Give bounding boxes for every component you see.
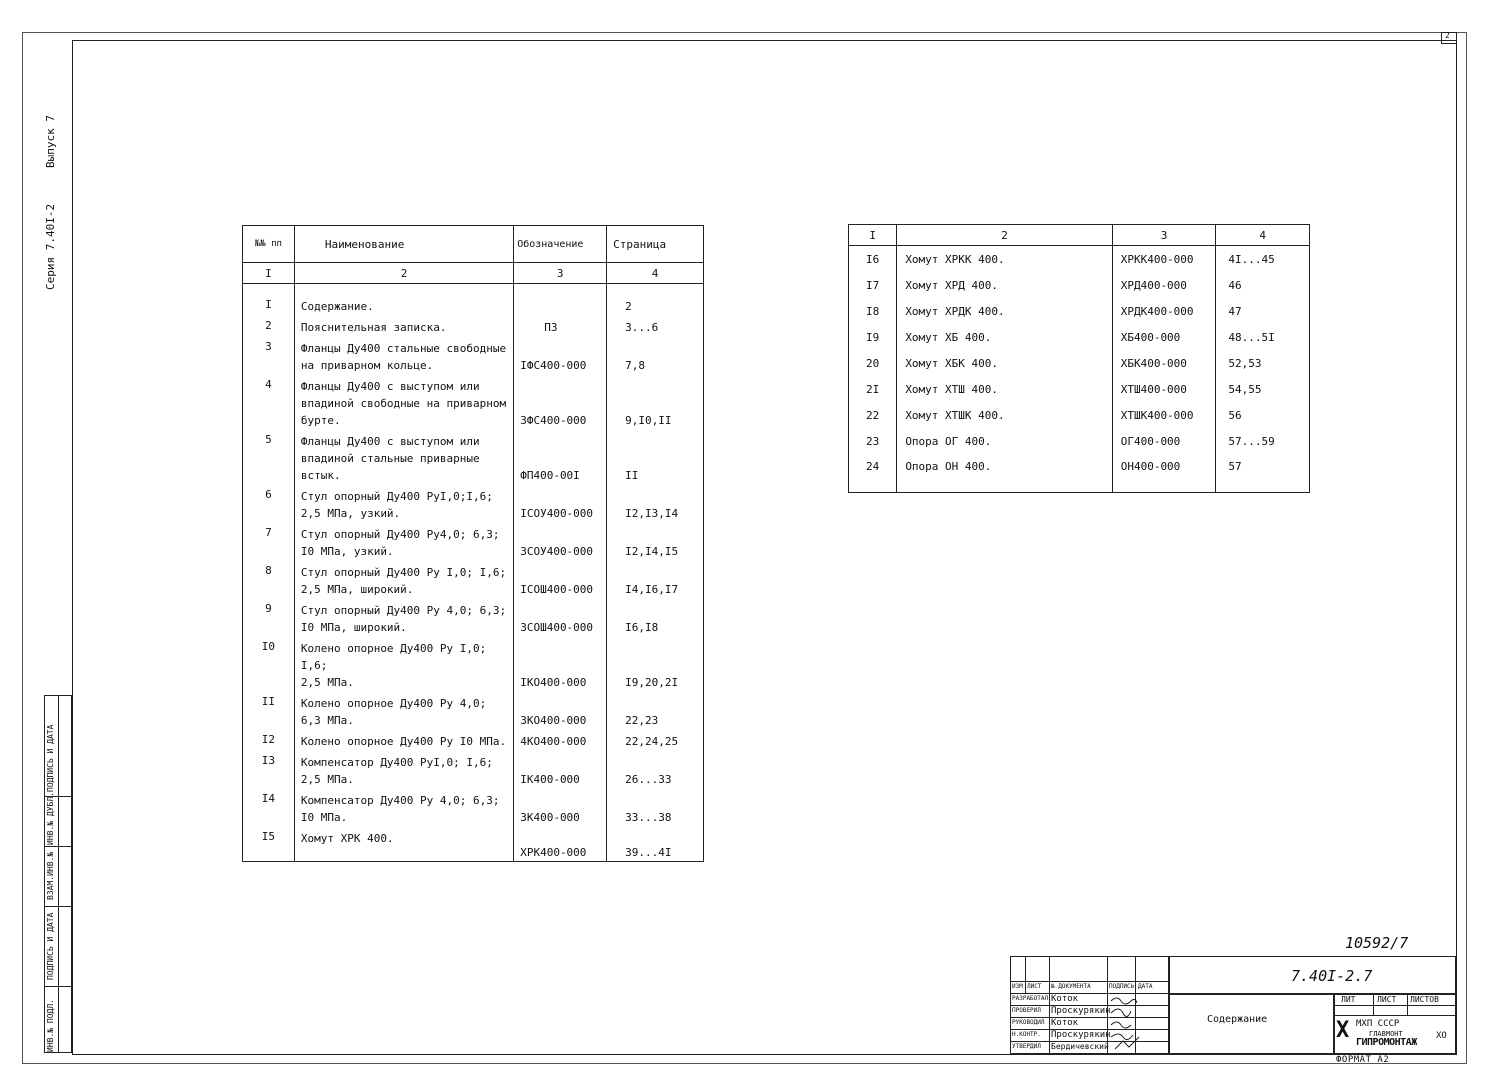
stage-label-list: ЛИСТ xyxy=(1377,995,1397,1004)
row-name-line: 6,3 МПа. xyxy=(300,714,354,727)
tb-header-doc: № ДОКУМЕНТА xyxy=(1051,983,1091,990)
row-name: Хомут ХТШК 400. xyxy=(897,402,1112,428)
row-name-line: Стул опорный Ду400 Ру 4,0; 6,3; xyxy=(300,604,507,617)
row-code: IСОШ400-000 xyxy=(514,560,607,598)
table-row xyxy=(849,246,1310,273)
org-name: ГЛАВМОНТ xyxy=(1369,1030,1403,1038)
table-row xyxy=(849,298,1310,324)
row-name: Хомут ХРДК 400. xyxy=(897,298,1112,324)
row-name-line: 2,5 МПа, широкий. xyxy=(300,583,414,596)
row-name-line: на приварном кольце. xyxy=(300,359,434,372)
org-suffix: ХО xyxy=(1436,1031,1447,1041)
stamp-label-4: ПОДПИСЬ И ДАТА xyxy=(46,724,55,792)
series-label: Серия 7.40I-2 xyxy=(44,203,57,290)
row-name-line: Колено опорное Ду400 Ру 4,0; xyxy=(300,697,487,710)
row-name-line: Хомут ХРК 400. xyxy=(300,832,394,845)
row-code: IКО400-000 xyxy=(514,636,607,691)
row-page: 39...4I xyxy=(607,826,704,862)
row-name xyxy=(294,315,513,336)
document-title: Содержание xyxy=(1207,1014,1268,1025)
table-row xyxy=(849,428,1310,454)
table-row xyxy=(243,636,704,691)
row-name-line: I0 МПа. xyxy=(300,811,348,824)
row-page: 4I...45 xyxy=(1216,246,1310,273)
header-number: №№ пп xyxy=(243,226,295,263)
row-name xyxy=(294,522,513,560)
inventory-number: 10592/7 xyxy=(1345,934,1409,952)
row-name-line: Компенсатор Ду400 РуI,0; I,6; xyxy=(300,756,493,769)
row-number: I5 xyxy=(243,826,295,862)
tb-role-3: Н.КОНТР. xyxy=(1012,1031,1041,1038)
row-name-line: бурте. xyxy=(300,414,341,427)
row-name: Хомут ХРКК 400. xyxy=(897,246,1112,273)
row-name-line: впадиной свободные на приварном xyxy=(300,397,507,410)
row-name-line: Фланцы Ду400 с выступом или xyxy=(300,435,480,448)
row-name-line: Компенсатор Ду400 Ру 4,0; 6,3; xyxy=(300,794,500,807)
row-code: IСОУ400-000 xyxy=(514,484,607,522)
row-code: ХБ400-000 xyxy=(1112,324,1216,350)
row-name: Хомут ХБ 400. xyxy=(897,324,1112,350)
table-row xyxy=(243,560,704,598)
row-name xyxy=(294,374,513,429)
row-name-line: I0 МПа, узкий. xyxy=(300,545,394,558)
row-name xyxy=(294,484,513,522)
row-number: I2 xyxy=(243,729,295,750)
r-colnum-1: I xyxy=(849,225,897,246)
row-code: 4КО400-000 xyxy=(514,729,607,750)
row-number: 7 xyxy=(243,522,295,560)
row-code: ХБК400-000 xyxy=(1112,350,1216,376)
row-number: I7 xyxy=(849,272,897,298)
colnum-1: I xyxy=(243,263,295,284)
row-page: 56 xyxy=(1216,402,1310,428)
row-number: I0 xyxy=(243,636,295,691)
row-number: I4 xyxy=(243,788,295,826)
row-page: 47 xyxy=(1216,298,1310,324)
row-name: Хомут ХБК 400. xyxy=(897,350,1112,376)
tb-header-list: ЛИСТ xyxy=(1027,983,1042,990)
table-row xyxy=(243,429,704,484)
row-number: 2 xyxy=(243,315,295,336)
row-page: II xyxy=(607,429,704,484)
header-name: Наименование xyxy=(294,226,513,263)
row-number: I xyxy=(243,284,295,316)
row-code: ХТШ400-000 xyxy=(1112,376,1216,402)
row-page: I2,I4,I5 xyxy=(607,522,704,560)
table-row xyxy=(243,315,704,336)
row-number: 5 xyxy=(243,429,295,484)
stamp-label-2: ВЗАМ.ИНВ.№ xyxy=(46,851,55,900)
format-label: ФОРМАТ А2 xyxy=(1336,1055,1390,1065)
row-code: ХРК400-000 xyxy=(514,826,607,862)
table-row xyxy=(849,402,1310,428)
row-name: Опора ОН 400. xyxy=(897,454,1112,493)
row-code: ХРД400-000 xyxy=(1112,272,1216,298)
row-name: Хомут ХТШ 400. xyxy=(897,376,1112,402)
row-code: ФП400-00I xyxy=(514,429,607,484)
contents-table-right xyxy=(848,224,1310,493)
row-name-line: Стул опорный Ду400 Ру4,0; 6,3; xyxy=(300,528,500,541)
row-name: Хомут ХРД 400. xyxy=(897,272,1112,298)
title-block xyxy=(1010,956,1456,1054)
row-name-line: Пояснительная записка. xyxy=(300,321,447,334)
table-row xyxy=(243,484,704,522)
colnum-3: 3 xyxy=(514,263,607,284)
stamp-label-0: ИНВ.№ ПОДЛ. xyxy=(46,999,55,1052)
row-name xyxy=(294,560,513,598)
row-code: ХТШК400-000 xyxy=(1112,402,1216,428)
row-page: 46 xyxy=(1216,272,1310,298)
table-row xyxy=(849,324,1310,350)
row-page: 52,53 xyxy=(1216,350,1310,376)
org-ministry: МХП СССР xyxy=(1356,1019,1400,1029)
row-name xyxy=(294,691,513,729)
row-code: ОН400-000 xyxy=(1112,454,1216,493)
tb-role-4: УТВЕРДИЛ xyxy=(1012,1043,1041,1050)
table-row xyxy=(243,691,704,729)
row-name-line: Фланцы Ду400 с выступом или xyxy=(300,380,480,393)
r-colnum-3: 3 xyxy=(1112,225,1216,246)
row-name xyxy=(294,429,513,484)
stage-label-lit: ЛИТ xyxy=(1341,995,1356,1004)
row-name-line: Колено опорное Ду400 Ру I,0; I,6; xyxy=(300,642,487,672)
row-page: 7,8 xyxy=(607,336,704,374)
row-number: I8 xyxy=(849,298,897,324)
header-code: Обозначение xyxy=(514,226,607,263)
table-row xyxy=(849,376,1310,402)
table-row xyxy=(243,336,704,374)
row-code: 3КО400-000 xyxy=(514,691,607,729)
row-number: 23 xyxy=(849,428,897,454)
row-name-line: встык. xyxy=(300,469,341,482)
row-code: IК400-000 xyxy=(514,750,607,788)
tb-header-sign: ПОДПИСЬ xyxy=(1109,983,1135,990)
row-number: 4 xyxy=(243,374,295,429)
row-number: 2I xyxy=(849,376,897,402)
org-institute: ГИПРОМОНТАЖ xyxy=(1356,1037,1417,1048)
issue-label: Выпуск 7 xyxy=(44,115,57,168)
tb-name-4: Бердичевский xyxy=(1051,1042,1109,1051)
row-name xyxy=(294,750,513,788)
row-name-line: Колено опорное Ду400 Ру I0 МПа. xyxy=(300,735,507,748)
table-row xyxy=(243,729,704,750)
row-name xyxy=(294,729,513,750)
contents-table-left xyxy=(242,225,704,862)
row-number: I9 xyxy=(849,324,897,350)
signatures-graphic xyxy=(1107,993,1167,1053)
row-page: 3...6 xyxy=(607,315,704,336)
row-code: IФС400-000 xyxy=(514,336,607,374)
row-page: I9,20,2I xyxy=(607,636,704,691)
tb-name-2: Коток xyxy=(1051,1018,1079,1028)
row-page: 54,55 xyxy=(1216,376,1310,402)
document-code: 7.40I-2.7 xyxy=(1291,967,1373,985)
tb-name-0: Коток xyxy=(1051,994,1079,1004)
row-name-line: 2,5 МПа. xyxy=(300,676,354,689)
row-name-line: I0 МПа, широкий. xyxy=(300,621,407,634)
row-code: ХРКК400-000 xyxy=(1112,246,1216,273)
table-row xyxy=(243,826,704,862)
stamp-label-3: ИНВ.№ ДУБЛ. xyxy=(46,792,55,845)
row-page: 22,23 xyxy=(607,691,704,729)
stamp-label-1: ПОДПИСЬ И ДАТА xyxy=(46,912,55,980)
row-code: 3ФС400-000 xyxy=(514,374,607,429)
row-page: I6,I8 xyxy=(607,598,704,636)
colnum-2: 2 xyxy=(294,263,513,284)
row-name xyxy=(294,636,513,691)
row-number: 3 xyxy=(243,336,295,374)
table-row xyxy=(849,454,1310,493)
row-code: 3К400-000 xyxy=(514,788,607,826)
row-page: 9,I0,II xyxy=(607,374,704,429)
row-number: 20 xyxy=(849,350,897,376)
table-row xyxy=(243,750,704,788)
row-name-line: впадиной стальные приварные xyxy=(300,452,480,465)
table-row xyxy=(849,272,1310,298)
row-name-line: 2,5 МПа. xyxy=(300,773,354,786)
row-code xyxy=(514,284,607,316)
row-code: 3СОШ400-000 xyxy=(514,598,607,636)
row-number: 8 xyxy=(243,560,295,598)
table-row xyxy=(243,284,704,316)
table-row xyxy=(243,788,704,826)
sheet-number-box xyxy=(1441,32,1457,44)
row-name xyxy=(294,826,513,862)
row-name xyxy=(294,284,513,316)
row-page: 2 xyxy=(607,284,704,316)
tb-name-3: Проскурякин xyxy=(1051,1030,1111,1040)
row-name-line: Стул опорный Ду400 Ру I,0; I,6; xyxy=(300,566,507,579)
header-page: Страница xyxy=(607,226,704,263)
row-number: I6 xyxy=(849,246,897,273)
row-name xyxy=(294,788,513,826)
stage-label-listov: ЛИСТОВ xyxy=(1410,995,1439,1004)
row-page: 22,24,25 xyxy=(607,729,704,750)
table-row xyxy=(243,598,704,636)
row-name-line: Содержание. xyxy=(300,300,374,313)
row-name-line: Стул опорный Ду400 РуI,0;I,6; xyxy=(300,490,493,503)
sheet-number: 2 xyxy=(1445,31,1450,40)
tb-name-1: Проскурякин xyxy=(1051,1006,1111,1016)
tb-header-date: ДАТА xyxy=(1138,983,1153,990)
r-colnum-2: 2 xyxy=(897,225,1112,246)
row-code: ПЗ xyxy=(514,315,607,336)
tb-role-0: РАЗРАБОТАЛ xyxy=(1012,995,1049,1002)
tb-role-1: ПРОВЕРИЛ xyxy=(1012,1007,1041,1014)
row-code: ОГ400-000 xyxy=(1112,428,1216,454)
org-logo-mark: Х xyxy=(1336,1018,1350,1043)
row-page: 57...59 xyxy=(1216,428,1310,454)
row-name-line: 2,5 МПа, узкий. xyxy=(300,507,401,520)
row-name-line: Фланцы Ду400 стальные свободные xyxy=(300,342,507,355)
row-code: ХРДК400-000 xyxy=(1112,298,1216,324)
row-code: 3СОУ400-000 xyxy=(514,522,607,560)
tb-role-2: РУКОВОДИЛ xyxy=(1012,1019,1045,1026)
row-name: Опора ОГ 400. xyxy=(897,428,1112,454)
table-row xyxy=(243,522,704,560)
row-page: 26...33 xyxy=(607,750,704,788)
row-name xyxy=(294,598,513,636)
r-colnum-4: 4 xyxy=(1216,225,1310,246)
row-page: 48...5I xyxy=(1216,324,1310,350)
table-row xyxy=(243,374,704,429)
tb-header-izm: ИЗМ xyxy=(1012,983,1023,990)
row-number: 22 xyxy=(849,402,897,428)
row-page: I4,I6,I7 xyxy=(607,560,704,598)
row-number: 9 xyxy=(243,598,295,636)
row-number: II xyxy=(243,691,295,729)
colnum-4: 4 xyxy=(607,263,704,284)
row-number: 24 xyxy=(849,454,897,493)
row-number: 6 xyxy=(243,484,295,522)
row-page: 57 xyxy=(1216,454,1310,493)
row-page: 33...38 xyxy=(607,788,704,826)
table-row xyxy=(849,350,1310,376)
row-page: I2,I3,I4 xyxy=(607,484,704,522)
row-number: I3 xyxy=(243,750,295,788)
row-name xyxy=(294,336,513,374)
